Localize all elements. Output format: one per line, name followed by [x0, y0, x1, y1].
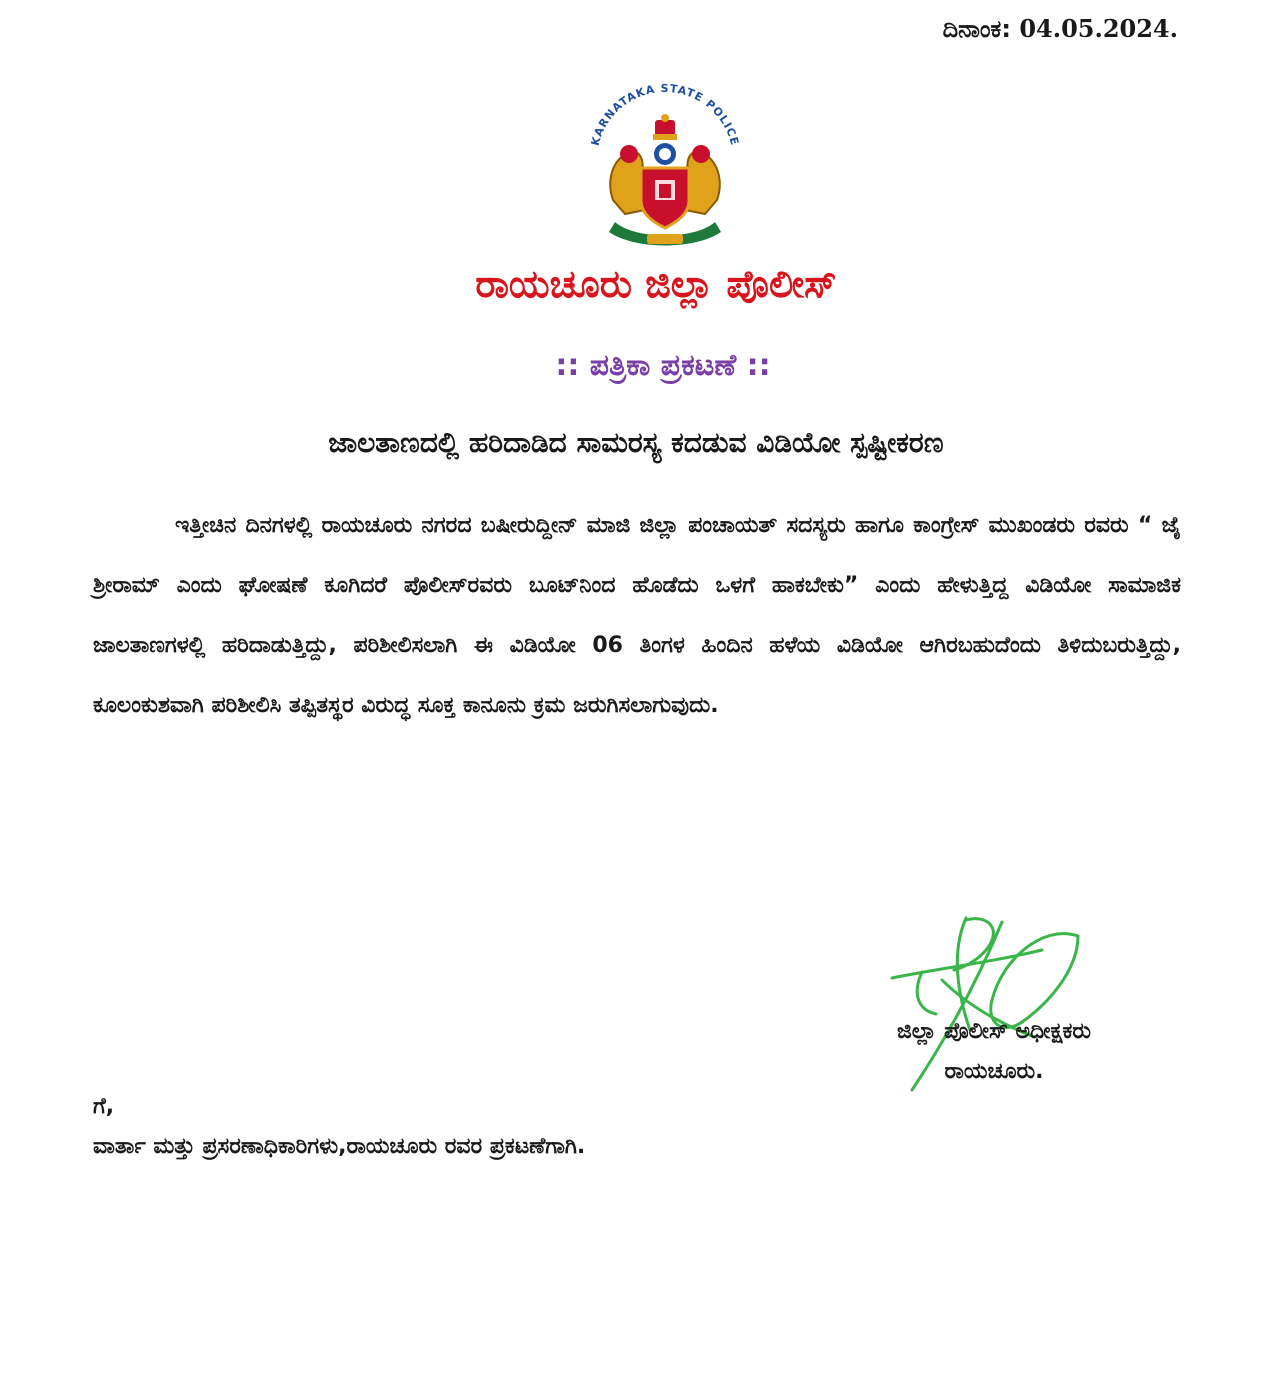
to-line: ಗೆ,: [93, 1094, 115, 1119]
body-paragraph: ಇತ್ತೀಚಿನ ದಿನಗಳಲ್ಲಿ ರಾಯಚೂರು ನಗರದ ಬಷೀರುದ್ದೀನ್ ಮಾಜಿ ಜಿಲ್ಲಾ ಪಂಚಾಯತ್ ಸದಸ್ಯರು ಹಾಗೂ ಕಾಂಗ್ರೇಸ್ ಮುಖಂಡರು ರವರು “ ಜೈ ಶ್ರೀರಾಮ್ ಎಂದು ಘೋಷಣೆ ಕೂಗಿದರೆ ಪೊಲೀಸ್‌ರವರು ಬೂಟ್‌ನಿಂದ ಹೊಡೆದು ಒಳಗೆ ಹಾಕಬೇಕು” ಎಂದು ಹೇಳುತ್ತಿದ್ದ ವಿಡಿಯೋ ಸಾಮಾಜಿಕ ಜಾಲತಾಣಗಳಲ್ಲಿ ಹರಿದಾಡುತ್ತಿದ್ದು, ಪರಿಶೀಲಿಸಲಾಗಿ ಈ ವಿಡಿಯೋ 06 ತಿಂಗಳ ಹಿಂದಿನ ಹಳೆಯ ವಿಡಿಯೋ ಆಗಿರಬಹುದೆಂದು ತಿಳಿದುಬರುತ್ತಿದ್ದು, ಕೂಲಂಕುಶವಾಗಿ ಪರಿಶೀಲಿಸಿ ತಪ್ಪಿತಸ್ಥರ ವಿರುದ್ಧ ಸೂಕ್ತ ಕಾನೂನು ಕ್ರಮ ಜರುಗಿಸಲಾಗುವುದು.: [93, 513, 1181, 718]
emblem-text: KARNATAKA STATE POLICE: [588, 82, 742, 148]
signatory-place: ರಾಯಚೂರು.: [944, 1059, 1044, 1084]
karnataka-police-emblem: [575, 82, 755, 262]
signatory-designation: ಜಿಲ್ಲಾ ಪೊಲೀಸ್ ಅಧೀಕ್ಷಕರು: [897, 1019, 1091, 1044]
subject-heading: ಜಾಲತಾಣದಲ್ಲಿ ಹರಿದಾಡಿದ ಸಾಮರಸ್ಯ ಕದಡುವ ವಿಡಿಯೋ ಸ್ಪಷ್ಟೀಕರಣ: [328, 426, 944, 459]
recipient-line: ವಾರ್ತಾ ಮತ್ತು ಪ್ರಸರಣಾಧಿಕಾರಿಗಳು,ರಾಯಚೂರು ರವರ ಪ್ರಕಟಣೆಗಾಗಿ.: [93, 1134, 586, 1159]
date-line: [943, 14, 1178, 43]
date-value: 04.05.2024.: [1019, 14, 1178, 43]
emblem-icon: [575, 82, 755, 262]
date-label: ದಿನಾಂಕ:: [942, 15, 1011, 43]
organization-title: ರಾಯಚೂರು ಜಿಲ್ಲಾ ಪೊಲೀಸ್: [475, 262, 837, 306]
signatory-block: [846, 1012, 1142, 1092]
press-release-heading: :: ಪತ್ರಿಕಾ ಪ್ರಕಟಣೆ ::: [555, 348, 771, 383]
